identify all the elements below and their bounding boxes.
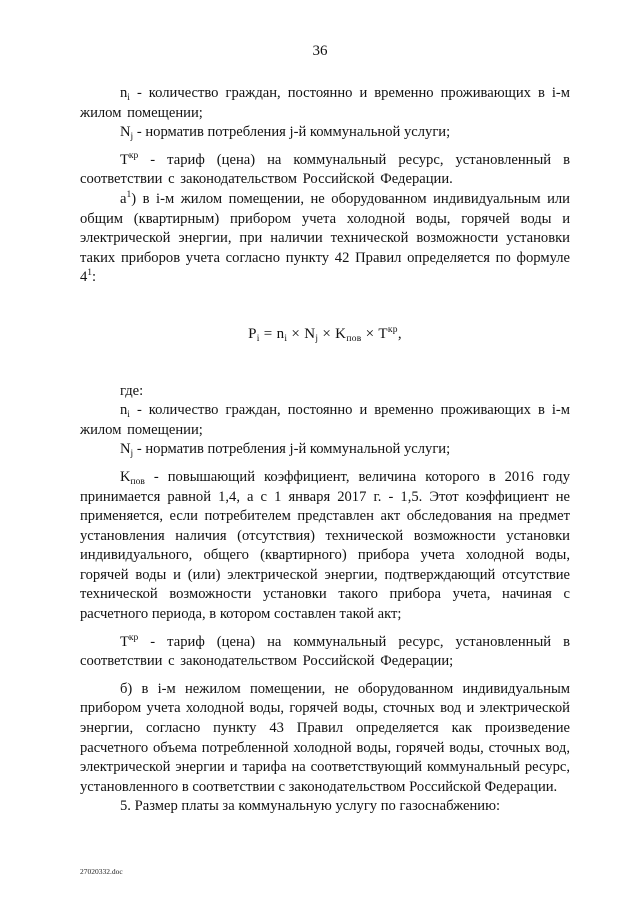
paragraph-a1: [80, 190, 570, 288]
symbol-a: а: [120, 190, 127, 207]
symbol-n-capital: N: [120, 124, 131, 141]
paragraph-end: :: [92, 269, 97, 286]
symbol-n: n: [120, 402, 128, 419]
formula-sub: j: [315, 333, 319, 344]
definition-kpov: [80, 468, 570, 625]
paragraph-text: - норматив потребления j-й коммунальной услуги;: [133, 124, 451, 141]
subscript-pov: пов: [130, 476, 145, 487]
formula-sup: кр: [387, 324, 398, 335]
formula: [80, 325, 570, 345]
subscript-j: j: [130, 132, 134, 143]
formula-n: n: [276, 325, 285, 342]
definition-text: - количество граждан, постоянно и временно проживающих в i-м жилом помещении;: [80, 402, 570, 438]
definition-ni: [80, 401, 570, 440]
definition-text: - норматив потребления j-й коммунальной услуги;: [133, 441, 451, 458]
symbol-t: T: [120, 151, 129, 168]
formula-k: K: [335, 325, 347, 342]
formula-sub: пов: [346, 333, 362, 344]
symbol-n: n: [120, 85, 128, 101]
definition-text: - повышающий коэффициент, величина которого в 2016 году принимается равной 1,4, а с 1 января 2017 г. - 1,5. Этот коэффициент не применяется, если потребителем представлен акт обследования на предмет установления наличия (отсутствия) технической возможности установки индивидуального, общего (квартирного) прибора учета холодной воды, горячей воды и (или) электрической энергии, подтверждающий отсутствие технической возможности установки такого прибора учета, начиная с расчетного периода, в котором составлен такой акт;: [80, 468, 570, 623]
formula-p: P: [248, 325, 257, 342]
definition-tariff: [80, 633, 570, 672]
paragraph-ni: [80, 84, 570, 123]
formula-sub: i: [256, 333, 260, 344]
superscript-1: 1: [87, 268, 93, 279]
formula-operator: ×: [318, 325, 336, 342]
subscript-i: i: [127, 410, 130, 421]
paragraph-text: - тариф (цена) на коммунальный ресурс, установленный в соответствии с законодательством Российской Федерации.: [80, 151, 570, 188]
formula-operator: ×: [287, 325, 305, 342]
formula-operator: =: [259, 325, 277, 342]
formula-t: T: [378, 325, 388, 342]
symbol-n-capital: N: [120, 441, 131, 458]
superscript-kr: кр: [128, 150, 139, 161]
superscript-kr: кр: [128, 632, 139, 643]
formula-operator: ×: [361, 325, 379, 342]
superscript-1: 1: [126, 189, 132, 200]
subscript-i: i: [127, 93, 130, 103]
definition-nj: [80, 440, 570, 460]
formula-end: ,: [397, 325, 402, 342]
paragraph-text: ) в i-м жилом помещении, не оборудованном индивидуальным или общим (квартирным) прибором учета холодной воды, горячей воды и электрической энергии, при наличии технической возможности установки таких приборов учета согласно пункту 42 Правил определяется по формуле 4: [80, 190, 570, 286]
paragraph-tariff: [80, 151, 570, 190]
document-body: [80, 84, 570, 817]
formula-sub: i: [284, 333, 288, 344]
page-number: 36: [312, 43, 328, 59]
paragraph-b: б) в i-м нежилом помещении, не оборудованном индивидуальным прибором учета холодной воды, горячей воды, сточных вод и электрической энергии, согласно пункту 43 Правил определяется как произведение расчетного объема потребленной холодной воды, горячей воды, сточных вод, электрической энергии и тарифа на соответствующий коммунальный ресурс, установленного в соответствии с законодательством Российской Федерации.: [80, 680, 570, 795]
where-label: где:: [120, 382, 144, 399]
footer-filename: 27020332.doc: [80, 867, 123, 876]
subscript-j: j: [130, 449, 134, 460]
paragraph-nj: [80, 123, 570, 143]
symbol-t: T: [120, 633, 129, 650]
paragraph-text: - количество граждан, постоянно и временно проживающих в i-м жилом помещении;: [80, 85, 570, 121]
definition-text: - тариф (цена) на коммунальный ресурс, установленный в соответствии с законодательством Российской Федерации;: [80, 633, 570, 670]
symbol-k: K: [120, 468, 131, 485]
formula-nj: N: [304, 325, 316, 342]
paragraph-5: 5. Размер платы за коммунальную услугу по газоснабжению:: [120, 798, 501, 815]
